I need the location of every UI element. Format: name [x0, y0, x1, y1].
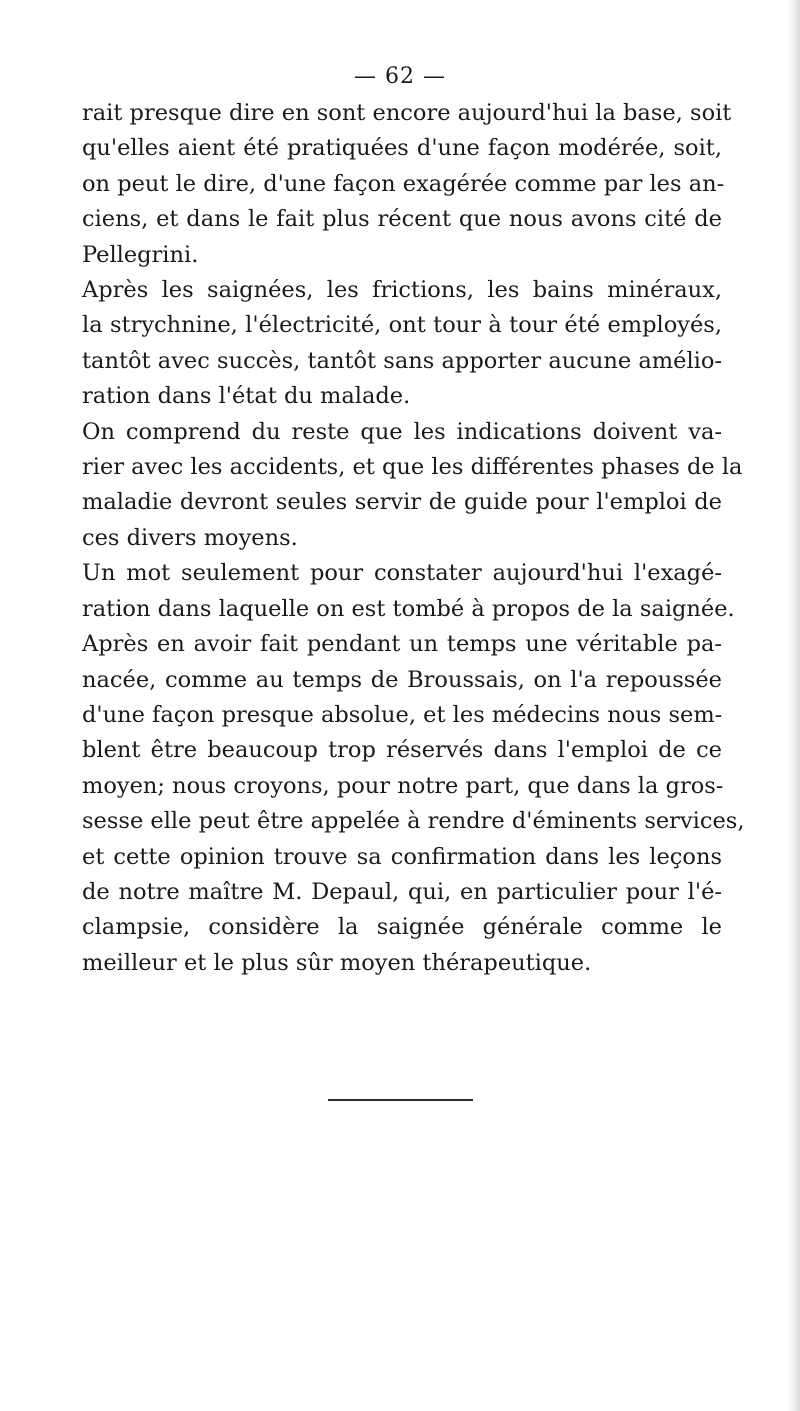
- text-line: Après en avoir fait pendant un temps une véritable pa-: [82, 631, 722, 658]
- text-line: Un mot seulement pour constater aujourd'hui l'exagé-: [82, 560, 722, 587]
- closing-rule: [328, 1099, 473, 1101]
- text-line: clampsie, considère la saignée générale comme le: [82, 914, 722, 941]
- text-line: nacée, comme au temps de Broussais, on l'a repoussée: [82, 666, 722, 693]
- text-line: qu'elles aient été pratiquées d'une façon modérée, soit,: [82, 135, 722, 162]
- text-line: tantôt avec succès, tantôt sans apporter aucune amélio-: [82, 347, 722, 374]
- text-line: blent être beaucoup trop réservés dans l'emploi de ce: [82, 737, 722, 764]
- text-line: Après les saignées, les frictions, les bains minéraux,: [82, 277, 722, 304]
- text-line: Pellegrini.: [82, 241, 199, 268]
- text-line: sesse elle peut être appelée à rendre d'éminents services,: [82, 808, 745, 835]
- text-line: maladie devront seules servir de guide pour l'emploi de: [82, 489, 722, 516]
- text-line: de notre maître M. Depaul, qui, en particulier pour l'é-: [82, 878, 722, 905]
- page-edge-shadow: [788, 0, 800, 1411]
- text-line: ciens, et dans le fait plus récent que nous avons cité de: [82, 206, 722, 233]
- text-line: rait presque dire en sont encore aujourd'hui la base, soit: [82, 100, 732, 126]
- page-number: — 62 —: [354, 64, 446, 89]
- text-line: et cette opinion trouve sa confirmation dans les leçons: [82, 843, 722, 870]
- text-line: On comprend du reste que les indications doivent va-: [82, 418, 722, 445]
- text-line: moyen; nous croyons, pour notre part, que dans la gros-: [82, 772, 724, 799]
- text-line: ration dans l'état du malade.: [82, 383, 411, 410]
- text-line: ces divers moyens.: [82, 524, 298, 551]
- text-line: ration dans laquelle on est tombé à propos de la saignée.: [82, 595, 735, 622]
- text-line: on peut le dire, d'une façon exagérée comme par les an-: [82, 170, 725, 197]
- text-line: meilleur et le plus sûr moyen thérapeutique.: [82, 949, 592, 976]
- text-line: la strychnine, l'électricité, ont tour à tour été employés,: [82, 312, 722, 339]
- text-line: rier avec les accidents, et que les différentes phases de la: [82, 454, 743, 481]
- text-line: d'une façon presque absolue, et les médecins nous sem-: [82, 701, 723, 728]
- body-text: [82, 96, 745, 981]
